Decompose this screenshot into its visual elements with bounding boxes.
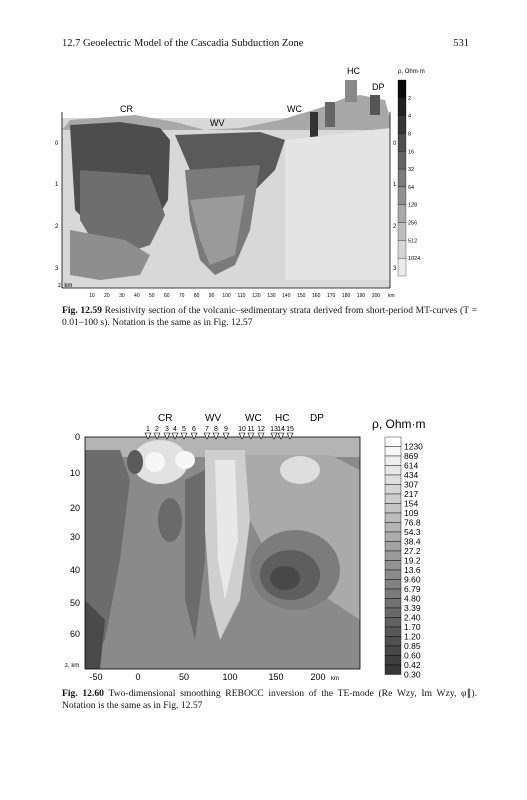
fig60-legend-swatch bbox=[385, 523, 401, 533]
fig60-station-number: 7 bbox=[205, 426, 209, 433]
fig59-depth-tick-right: 2 bbox=[393, 224, 397, 230]
fig60-legend-value: 434 bbox=[404, 470, 419, 480]
fig60-legend-value: 869 bbox=[404, 451, 419, 461]
fig60-legend-swatch bbox=[385, 589, 401, 599]
fig59-depth-tick-right: 1 bbox=[393, 182, 397, 188]
fig60-x-tick: 200 bbox=[310, 672, 326, 682]
fig59-legend-value: 64 bbox=[408, 184, 415, 191]
fig60-station-number: 5 bbox=[182, 426, 186, 433]
fig60-legend-swatch bbox=[385, 447, 401, 457]
fig59-x-tick: 130 bbox=[267, 293, 276, 299]
fig60-legend-swatch bbox=[385, 532, 401, 542]
fig59-depth-tick-left: 3 bbox=[55, 266, 59, 272]
fig60-legend-value: 13.6 bbox=[404, 565, 421, 575]
fig60-region-label: DP bbox=[310, 413, 324, 424]
fig60-legend-swatch bbox=[385, 580, 401, 590]
fig60-region-label: HC bbox=[275, 413, 290, 424]
fig60-legend-swatch bbox=[385, 561, 401, 571]
fig60-legend-swatch bbox=[385, 656, 401, 666]
fig60-depth-tick: 0 bbox=[74, 432, 80, 442]
fig59-x-tick: 100 bbox=[222, 293, 231, 299]
fig60-station-number: 14 bbox=[277, 426, 285, 433]
fig60-station-number: 2 bbox=[155, 426, 159, 433]
fig59-legend-value: 8 bbox=[408, 131, 412, 138]
fig60-legend-value: 0.30 bbox=[404, 669, 421, 680]
fig59-legend-value: 256 bbox=[408, 220, 418, 227]
fig59-depth-tick-right: 0 bbox=[393, 141, 397, 147]
fig60-region-label: CR bbox=[158, 413, 173, 424]
fig60-station-number: 1 bbox=[146, 426, 150, 433]
fig59-x-tick: 40 bbox=[134, 293, 140, 299]
fig59-depth-tick-left: 2 bbox=[55, 224, 59, 230]
fig60-legend-value: 19.2 bbox=[404, 555, 421, 566]
fig59-legend-value: 4 bbox=[408, 113, 412, 120]
fig60-x-tick: -50 bbox=[89, 672, 103, 682]
fig60-legend-swatch bbox=[385, 456, 401, 466]
fig60-legend-value: 217 bbox=[404, 489, 419, 499]
fig60-legend-swatch bbox=[385, 646, 401, 656]
fig60-legend-value: 6.79 bbox=[404, 584, 421, 594]
fig59-x-tick: 50 bbox=[149, 293, 155, 299]
fig59-x-tick: 140 bbox=[282, 293, 291, 299]
fig60-legend-value: 1.20 bbox=[404, 631, 421, 642]
fig60-station-number: 10 bbox=[238, 426, 246, 433]
fig60-legend-swatch bbox=[385, 513, 401, 523]
fig60-station-number: 3 bbox=[165, 426, 169, 433]
fig60-station-number: 4 bbox=[173, 426, 177, 433]
fig60-legend-swatch bbox=[385, 504, 401, 514]
fig60-depth-tick: 60 bbox=[69, 629, 80, 639]
fig60-legend-swatch bbox=[385, 608, 401, 618]
fig59-x-tick: 170 bbox=[326, 293, 336, 299]
running-header-title: 12.7 Geoelectric Model of the Cascadia Subduction Zone bbox=[62, 38, 304, 49]
fig60-legend-value: 27.2 bbox=[404, 546, 421, 556]
fig60-caption bbox=[62, 688, 477, 712]
fig60-region-label: WV bbox=[205, 413, 222, 424]
fig60-legend-swatch bbox=[385, 437, 401, 447]
page-number: 531 bbox=[453, 38, 469, 49]
fig60-legend-value: 154 bbox=[404, 498, 419, 509]
fig60-depth-tick: 30 bbox=[69, 532, 80, 542]
fig59-caption-text: Resistivity section of the volcanic–sedimentary strata derived from short-period MT-curves (T = 0.01–100 s). Notation is the same as in Fig. 12.57 bbox=[62, 305, 477, 328]
fig60-contour-section bbox=[85, 437, 360, 669]
fig59-depth-unit: z, km bbox=[58, 283, 73, 289]
fig60-x-tick: 100 bbox=[222, 672, 238, 682]
fig60-station-number: 8 bbox=[214, 426, 218, 433]
fig60-region-label: WC bbox=[245, 413, 262, 424]
fig60-x-tick: 0 bbox=[135, 672, 141, 682]
fig60-x-tick: 150 bbox=[268, 672, 284, 682]
fig60-legend-value: 1230 bbox=[404, 441, 423, 452]
fig60-depth-tick: 50 bbox=[69, 598, 80, 608]
fig59-legend-value: 512 bbox=[408, 238, 418, 245]
fig60-legend-swatch bbox=[385, 542, 401, 552]
fig59-x-tick: 90 bbox=[208, 293, 215, 299]
fig59-region-label: CR bbox=[120, 104, 133, 114]
fig59-x-tick: 30 bbox=[119, 293, 125, 299]
fig60-depth-tick: 40 bbox=[69, 565, 80, 575]
fig60-legend-swatch bbox=[385, 627, 401, 637]
fig60-legend-swatch bbox=[385, 485, 401, 495]
fig60-color-legend bbox=[372, 417, 426, 680]
fig60-legend-value: 0.85 bbox=[404, 641, 421, 651]
fig59-x-tick: 20 bbox=[104, 293, 110, 299]
fig59-x-tick: 160 bbox=[312, 293, 321, 299]
fig59-legend-value: 32 bbox=[408, 167, 415, 174]
fig59-x-tick: 200 bbox=[371, 293, 381, 299]
fig59-x-tick: 190 bbox=[356, 293, 366, 299]
fig60-legend-value: 307 bbox=[404, 479, 419, 490]
fig60-x-unit: km bbox=[331, 676, 339, 682]
fig60-legend-value: 0.42 bbox=[404, 660, 421, 670]
fig59-caption-label: Fig. 12.59 bbox=[62, 305, 102, 316]
fig60-legend-swatch bbox=[385, 618, 401, 628]
fig60-legend-value: 1.70 bbox=[404, 622, 421, 632]
fig59-x-tick: 60 bbox=[163, 293, 170, 299]
fig59-x-tick: 150 bbox=[297, 293, 306, 299]
fig59-x-unit: km bbox=[388, 293, 395, 299]
fig59-x-tick: 80 bbox=[193, 293, 200, 299]
fig60-legend-swatch bbox=[385, 637, 401, 647]
fig60-depth-tick: 20 bbox=[69, 503, 80, 513]
fig59-region-label: HC bbox=[347, 66, 360, 76]
fig60-station-number: 13 bbox=[270, 426, 278, 433]
fig60-caption-text: Two-dimensional smoothing REBOCC inversion of the TE-mode (Re Wzy, Im Wzy, φ∥). Notation is the same as in Fig. 12.57 bbox=[62, 688, 477, 711]
fig60-legend-value: 0.60 bbox=[404, 650, 421, 661]
fig60-station-number: 12 bbox=[257, 426, 265, 433]
fig60-legend-value: 3.39 bbox=[404, 603, 421, 613]
fig60-station-number: 6 bbox=[192, 426, 196, 433]
fig60-legend-value: 4.80 bbox=[404, 593, 421, 604]
fig60-legend-swatch bbox=[385, 475, 401, 485]
fig60-legend-value: 54.3 bbox=[404, 527, 421, 537]
fig59-region-label: WV bbox=[210, 118, 225, 128]
fig59-legend-value: 16 bbox=[408, 149, 415, 156]
fig60-legend-value: 76.8 bbox=[404, 517, 421, 528]
fig60-legend-value: 9.60 bbox=[404, 574, 421, 585]
fig59-x-tick: 110 bbox=[237, 293, 246, 299]
fig60-legend-value: 2.40 bbox=[404, 612, 421, 623]
fig60-x-tick: 50 bbox=[178, 672, 190, 682]
fig60-station-number: 11 bbox=[247, 426, 255, 433]
fig60-station-number: 9 bbox=[224, 426, 228, 433]
fig60-caption-label: Fig. 12.60 bbox=[62, 688, 104, 699]
fig60-legend-swatch bbox=[385, 599, 401, 609]
fig60-legend-swatch bbox=[385, 570, 401, 580]
fig59-legend-value: 2 bbox=[408, 95, 412, 102]
fig59-legend-value: 128 bbox=[408, 202, 418, 209]
fig60-legend-value: 614 bbox=[404, 460, 419, 471]
fig60-legend-value: 38.4 bbox=[404, 536, 421, 547]
fig59-legend-value: 1024 bbox=[408, 256, 421, 263]
fig60-legend-swatch bbox=[385, 466, 401, 476]
fig59-x-tick: 70 bbox=[178, 293, 185, 299]
fig59-x-tick: 10 bbox=[89, 293, 95, 299]
fig60-legend-title: ρ, Ohm·m bbox=[372, 417, 426, 431]
fig60-legend-swatch bbox=[385, 494, 401, 504]
fig59-depth-tick-right: 3 bbox=[393, 266, 397, 272]
fig60-station-number: 15 bbox=[286, 426, 294, 433]
fig59-region-label: DP bbox=[372, 82, 385, 92]
fig60-depth-unit: z, km bbox=[65, 663, 80, 669]
fig59-x-tick: 180 bbox=[341, 293, 351, 299]
fig60-legend-value: 109 bbox=[404, 508, 419, 518]
fig59-legend-title: ρ, Ohm·m bbox=[398, 69, 425, 75]
fig60-legend-swatch bbox=[385, 551, 401, 561]
fig60-legend-swatch bbox=[385, 665, 401, 675]
fig59-x-tick: 120 bbox=[252, 293, 261, 299]
fig60-depth-tick: 10 bbox=[69, 468, 80, 478]
fig59-depth-tick-left: 1 bbox=[55, 182, 59, 188]
fig59-region-label: WC bbox=[287, 104, 302, 114]
fig59-depth-tick-left: 0 bbox=[55, 141, 59, 147]
